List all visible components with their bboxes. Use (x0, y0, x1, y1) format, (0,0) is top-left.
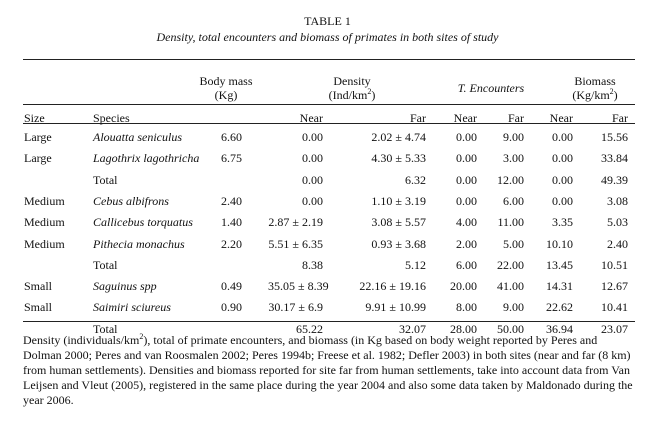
table-title: TABLE 1 (304, 14, 351, 28)
size-cell: Small (24, 279, 53, 294)
species-cell: Pithecia monachus (93, 236, 185, 251)
encounters-far-cell: 9.00 (503, 130, 524, 144)
header-biomass-near: Near (549, 111, 573, 125)
biomass-far-cell: 23.07 (601, 321, 628, 336)
header-encounters-near: Near (453, 111, 477, 125)
header-rule (23, 104, 635, 105)
density-near-cell: 0.00 (302, 193, 323, 208)
encounters-near-cell: 28.00 (450, 321, 477, 336)
biomass-far-cell: 33.84 (601, 151, 628, 166)
encounters-near-cell: 20.00 (450, 279, 477, 294)
density-far-cell: 32.07 (399, 321, 426, 336)
biomass-far-cell: 2.40 (607, 236, 628, 251)
body-mass-cell: 1.40 (221, 215, 242, 230)
species-cell: Total (93, 257, 118, 272)
biomass-near-cell: 10.10 (546, 236, 573, 251)
encounters-far-cell: 3.00 (503, 151, 524, 166)
encounters-near-cell: 0.00 (456, 151, 477, 166)
species-cell: Alouatta seniculus (93, 130, 182, 144)
density-near-cell: 35.05 ± 8.39 (268, 279, 329, 294)
header-density: Density (333, 74, 371, 88)
header-body-mass-unit: (Kg) (214, 88, 238, 102)
species-cell: Cebus albifrons (93, 193, 169, 208)
header-size: Size (24, 111, 45, 125)
biomass-near-cell: 0.00 (552, 130, 573, 144)
body-mass-cell: 6.75 (221, 151, 242, 166)
encounters-far-cell: 5.00 (503, 236, 524, 251)
encounters-near-cell: 0.00 (456, 193, 477, 208)
body-mass-cell: 2.40 (221, 193, 242, 208)
header-density-near: Near (299, 111, 323, 125)
biomass-near-cell: 0.00 (552, 172, 573, 187)
biomass-near-cell: 0.00 (552, 151, 573, 166)
encounters-near-cell: 0.00 (456, 172, 477, 187)
header-body-mass: Body mass (199, 74, 253, 88)
density-far-cell: 1.10 ± 3.19 (371, 193, 426, 208)
body-mass-cell: 6.60 (221, 130, 242, 144)
header-encounters: T. Encounters (457, 81, 525, 95)
density-near-cell: 0.00 (302, 172, 323, 187)
biomass-near-cell: 14.31 (546, 279, 573, 294)
top-rule (23, 59, 635, 60)
header-density-far: Far (410, 111, 426, 125)
body-mass-cell: 0.90 (221, 300, 242, 315)
density-far-cell: 6.32 (405, 172, 426, 187)
biomass-near-cell: 0.00 (552, 193, 573, 208)
species-cell: Callicebus torquatus (93, 215, 193, 230)
density-near-cell: 65.22 (296, 321, 323, 336)
density-far-cell: 22.16 ± 19.16 (359, 279, 426, 294)
encounters-far-cell: 9.00 (503, 300, 524, 315)
encounters-near-cell: 4.00 (456, 215, 477, 230)
density-near-cell: 0.00 (302, 151, 323, 166)
body-mass-cell: 0.49 (221, 279, 242, 294)
body-mass-cell: 2.20 (221, 236, 242, 251)
size-cell: Medium (24, 215, 65, 230)
encounters-far-cell: 41.00 (497, 279, 524, 294)
table-subtitle: Density, total encounters and biomass of primates in both sites of study (156, 30, 499, 44)
header-species: Species (93, 111, 130, 125)
biomass-far-cell: 5.03 (607, 215, 628, 230)
size-cell: Large (24, 151, 52, 166)
encounters-near-cell: 0.00 (456, 130, 477, 144)
density-near-cell: 0.00 (302, 130, 323, 144)
size-cell: Small (24, 300, 53, 315)
density-far-cell: 0.93 ± 3.68 (371, 236, 426, 251)
encounters-far-cell: 11.00 (497, 215, 524, 230)
size-cell: Large (24, 130, 52, 144)
biomass-near-cell: 3.35 (552, 215, 573, 230)
biomass-far-cell: 49.39 (601, 172, 628, 187)
density-near-cell: 2.87 ± 2.19 (268, 215, 323, 230)
columns-rule (23, 123, 635, 124)
species-cell: Saimiri sciureus (93, 300, 171, 315)
biomass-near-cell: 36.94 (546, 321, 573, 336)
header-biomass-far: Far (612, 111, 628, 125)
species-cell: Total (93, 172, 118, 187)
encounters-far-cell: 12.00 (497, 172, 524, 187)
biomass-near-cell: 13.45 (546, 257, 573, 272)
species-cell: Total (93, 321, 118, 336)
density-far-cell: 5.12 (405, 257, 426, 272)
header-density-unit: $(Ind/km^2)$ (328, 87, 376, 102)
encounters-far-cell: 22.00 (497, 257, 524, 272)
encounters-near-cell: 6.00 (456, 257, 477, 272)
encounters-far-cell: 50.00 (497, 321, 524, 336)
encounters-far-cell: 6.00 (503, 193, 524, 208)
biomass-far-cell: 10.41 (601, 300, 628, 315)
density-far-cell: 9.91 ± 10.99 (365, 300, 426, 315)
biomass-far-cell: 15.56 (601, 130, 628, 144)
table-footnote: Density $(individuals/km^2)$, total of primate encounters, and biomass (in Kg based on body weight reported by Peres and Dolman 2000; Peres and van Roosmalen 2002; Peres 1994b; Freese et al. 1982; Defler 2003) in both sites (near and far (8 km) from human settlements). Densities and biomass reported for site far from human settlements, take into account data from Van Leijsen and Vleut (2005), registered in the same place during the year 2004 and also some data taken by Maldonado during the year 2006. (23, 332, 633, 407)
density-far-cell: 3.08 ± 5.57 (371, 215, 426, 230)
density-near-cell: 5.51 ± 6.35 (268, 236, 323, 251)
species-cell: Lagothrix lagothricha (93, 151, 200, 166)
header-encounters-far: Far (508, 111, 524, 125)
biomass-far-cell: 12.67 (601, 279, 628, 294)
density-near-cell: 8.38 (302, 257, 323, 272)
header-biomass-unit: $(Kg/km^2)$ (572, 87, 618, 102)
size-cell: Medium (24, 236, 65, 251)
density-near-cell: 30.17 ± 6.9 (268, 300, 323, 315)
species-cell: Saguinus spp (93, 279, 157, 294)
density-far-cell: 2.02 ± 4.74 (371, 130, 426, 144)
biomass-far-cell: 3.08 (607, 193, 628, 208)
size-cell: Medium (24, 193, 65, 208)
biomass-near-cell: 22.62 (546, 300, 573, 315)
biomass-far-cell: 10.51 (601, 257, 628, 272)
encounters-near-cell: 2.00 (456, 236, 477, 251)
encounters-near-cell: 8.00 (456, 300, 477, 315)
header-biomass: Biomass (574, 74, 616, 88)
bottom-rule (23, 321, 635, 322)
density-far-cell: 4.30 ± 5.33 (371, 151, 426, 166)
